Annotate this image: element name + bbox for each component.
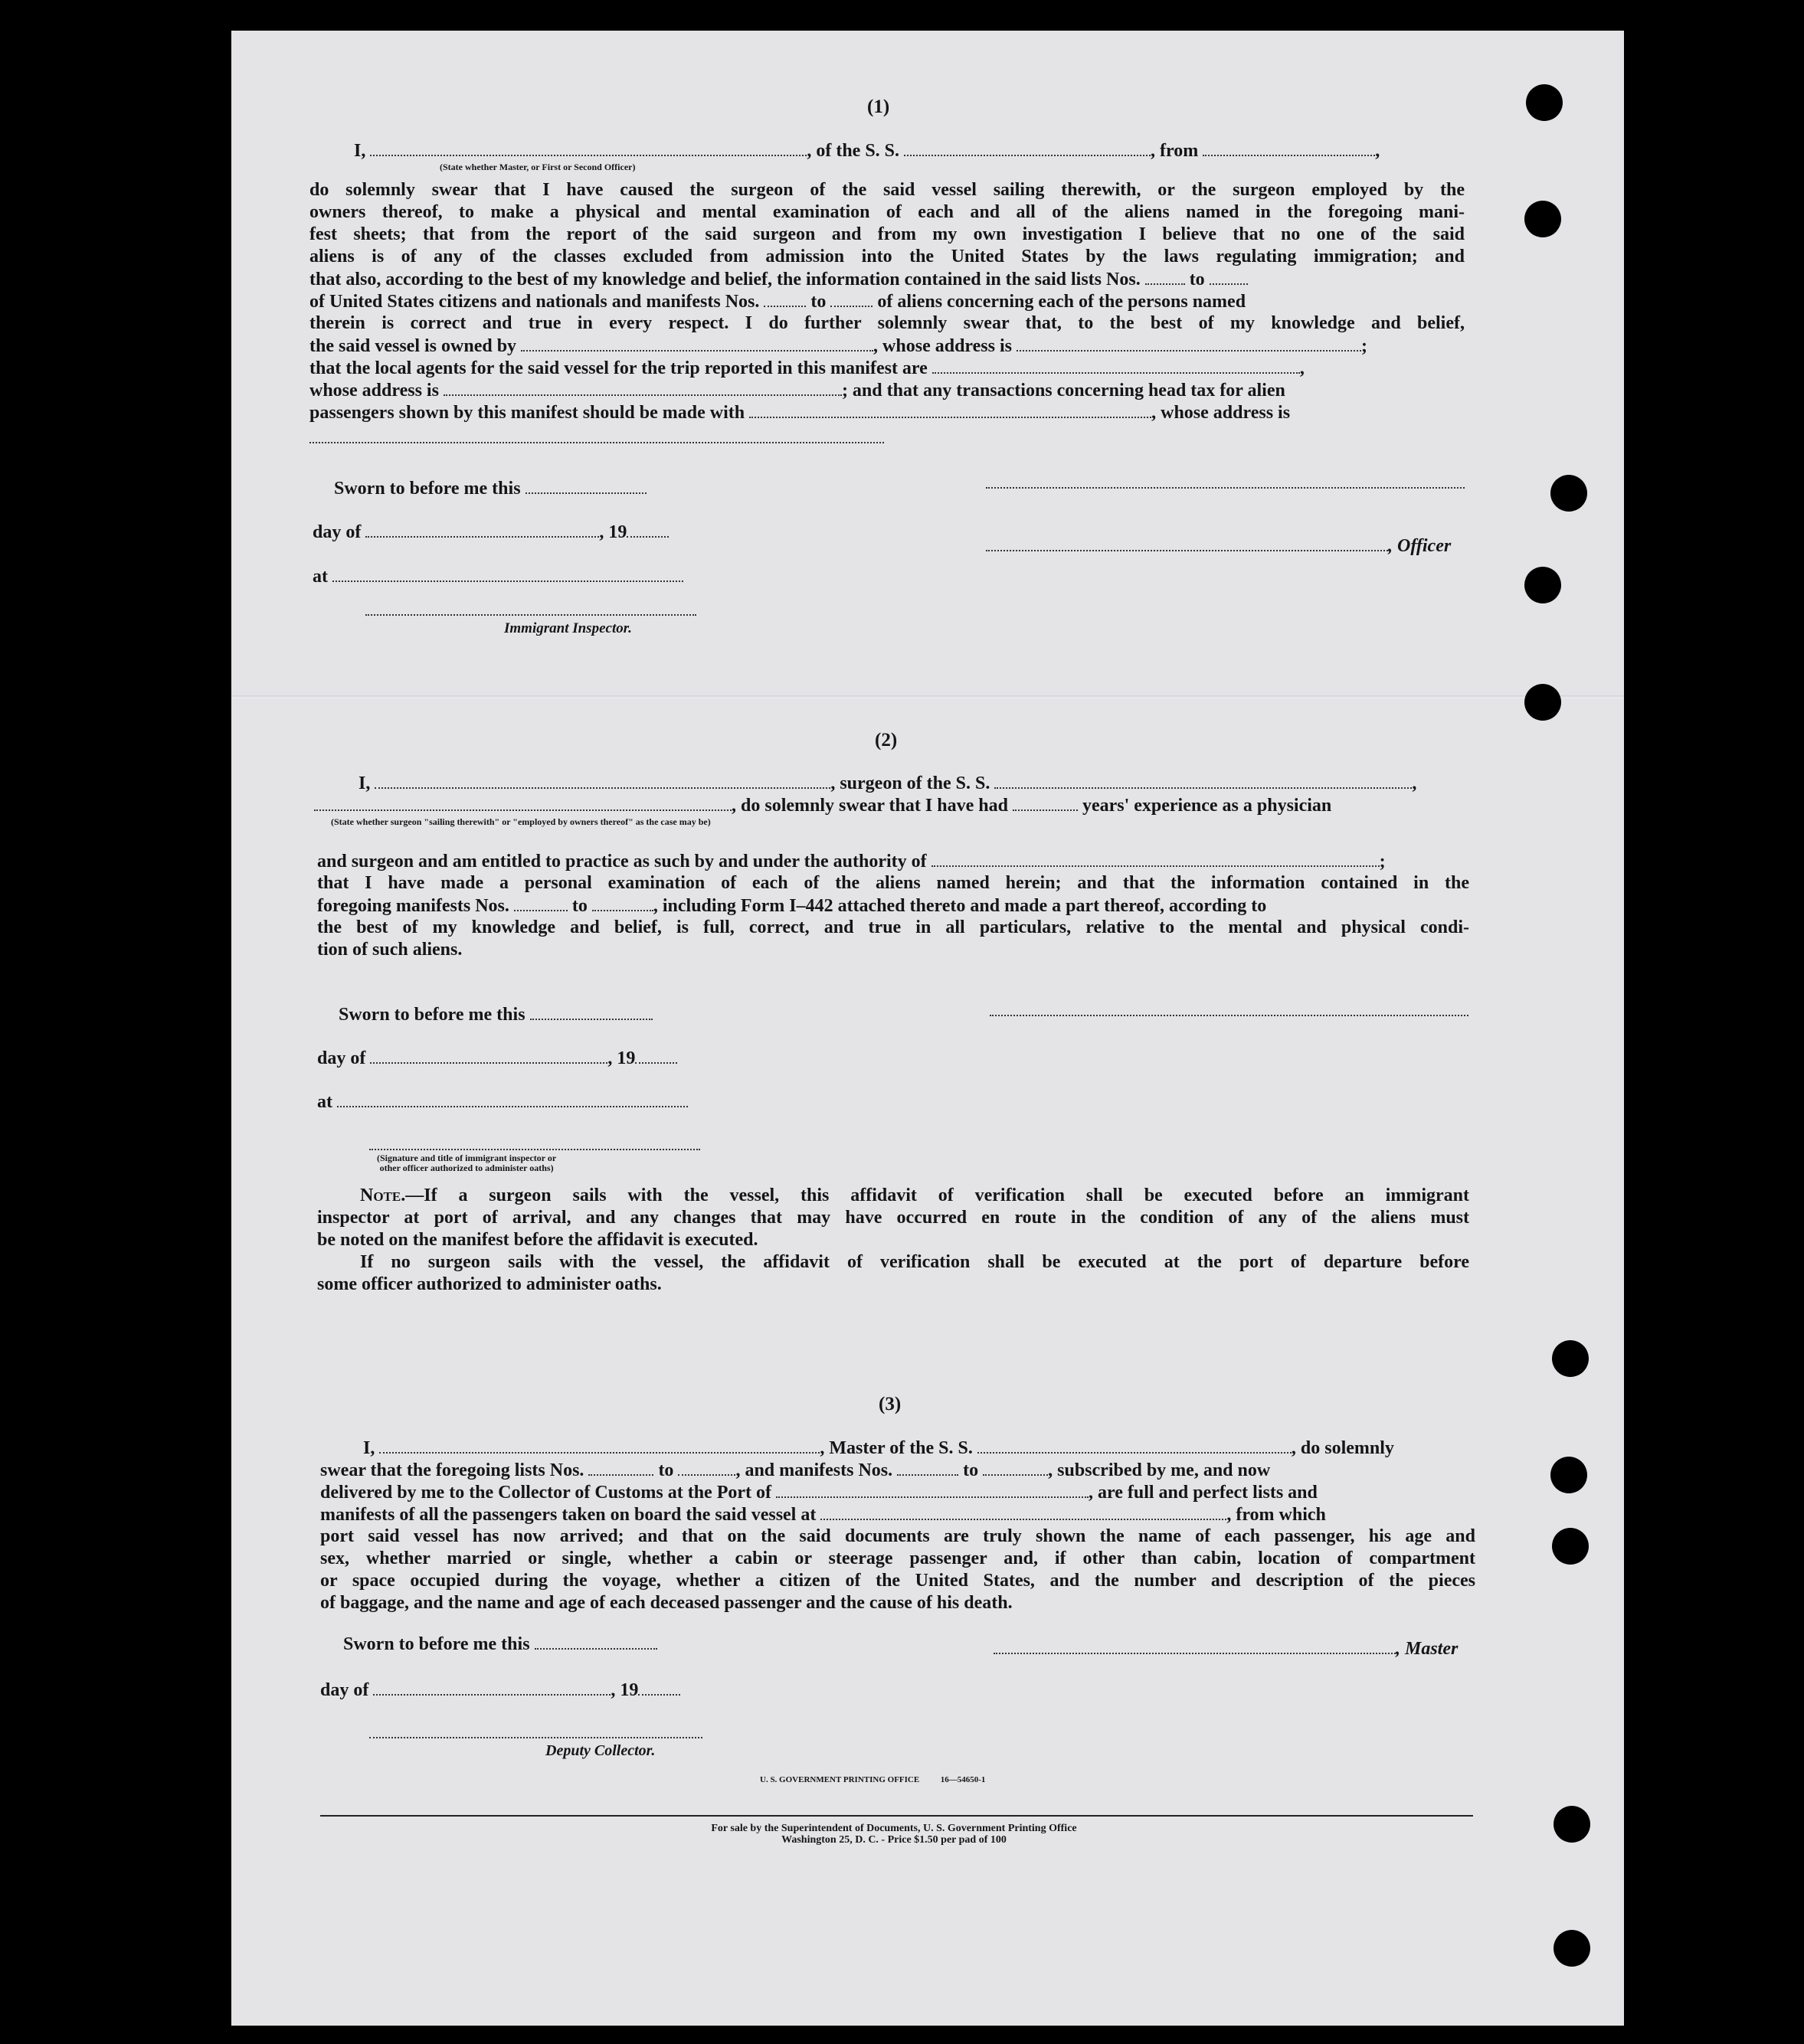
text-foregoing: foregoing manifests Nos. — [317, 896, 509, 916]
blank-surgeon-type[interactable] — [314, 794, 732, 811]
section-1-lists-line — [309, 268, 1248, 291]
text-owned-by: the said vessel is owned by — [309, 336, 517, 356]
blank-port[interactable] — [776, 1481, 1089, 1498]
section-3-day-of — [320, 1679, 680, 1702]
blank-year[interactable] — [635, 1047, 677, 1064]
blank-month[interactable] — [370, 1047, 607, 1064]
section-3-sworn — [343, 1633, 657, 1656]
section-3-line-4 — [320, 1503, 1326, 1526]
body-line: the best of my knowledge and belief, is full, correct, and true in all particulars, relative to the mental and physical condi- — [317, 917, 1469, 937]
blank-list-to[interactable] — [1210, 268, 1248, 285]
text-to: to — [658, 1460, 674, 1480]
page-fold — [231, 695, 1624, 698]
text-to: to — [810, 292, 827, 312]
blank-head-tax[interactable] — [749, 401, 1151, 418]
note-line: inspector at port of arrival, and any changes that may have occurred en route in the condition of any of the aliens must — [317, 1208, 1469, 1228]
blank-manifest-from[interactable] — [764, 290, 806, 307]
text-full: , are full and perfect lists and — [1088, 1483, 1318, 1503]
section-3-number: (3) — [879, 1394, 902, 1414]
punch-hole — [1554, 1930, 1590, 1967]
section-1-officer — [986, 535, 1451, 558]
section-3-line-2 — [320, 1459, 1270, 1482]
punch-hole — [1554, 1806, 1590, 1843]
text-passengers: passengers shown by this manifest should be made with — [309, 403, 745, 423]
section-1-at — [313, 565, 683, 588]
text-sworn: Sworn to before me this — [339, 1005, 525, 1025]
text-subscribed: , subscribed by me, and now — [1048, 1460, 1271, 1480]
text-comma: , — [1412, 773, 1417, 793]
note-line: be noted on the manifest before the affidavit is executed. — [317, 1230, 758, 1250]
text-and-manifests: , and manifests Nos. — [735, 1460, 893, 1480]
text-swear: , do solemnly swear that I have had — [732, 796, 1008, 816]
text-whose-address: whose address is — [309, 381, 439, 401]
section-2-signature-note: (Signature and title of immigrant inspector or other officer authorized to administer oaths) — [377, 1153, 557, 1173]
section-2-line-1 — [359, 772, 1416, 795]
section-2-line-2 — [314, 794, 1331, 817]
punch-hole — [1550, 1457, 1587, 1493]
punch-hole — [1552, 1340, 1589, 1377]
text-form-i442: , including Form I–442 attached thereto and made a part thereof, according to — [653, 896, 1267, 916]
note-first-line — [317, 1185, 1469, 1207]
blank-manifest-to[interactable] — [983, 1459, 1048, 1476]
text-delivered: delivered by me to the Collector of Customs at the Port of — [320, 1483, 771, 1503]
sale-notice-line-2: Washington 25, D. C. - Price $1.50 per pad of 100 — [781, 1834, 1007, 1846]
text-lists: that also, according to the best of my knowledge and belief, the information contained in the said lists Nos. — [309, 270, 1141, 289]
inspector-signature-line[interactable] — [365, 614, 696, 616]
inspector-signature-line[interactable] — [369, 1149, 700, 1150]
blank-agent-address[interactable] — [444, 379, 842, 396]
blank-at-place[interactable] — [332, 565, 683, 582]
text-semicolon: ; — [1360, 336, 1367, 356]
blank-year[interactable] — [638, 1679, 680, 1696]
text-comma: , — [1375, 141, 1380, 161]
text-authority: and surgeon and am entitled to practice as such by and under the authority of — [317, 852, 927, 872]
punch-hole — [1524, 201, 1561, 237]
blank-list-from[interactable] — [588, 1459, 653, 1476]
blank-master-name[interactable] — [379, 1437, 820, 1454]
section-1-address-line — [309, 379, 1285, 402]
text-i: I, — [359, 773, 371, 793]
text-semicolon: ; — [1379, 852, 1386, 872]
section-2-authority — [317, 850, 1386, 873]
text-from: , from — [1151, 141, 1199, 161]
blank-list-to[interactable] — [678, 1459, 735, 1476]
text-of-ss: , of the S. S. — [807, 141, 900, 161]
blank-title[interactable] — [370, 139, 807, 156]
text-transactions: ; and that any transactions concerning head tax for alien — [841, 381, 1285, 401]
blank-boarding-port[interactable] — [820, 1503, 1226, 1520]
section-1-agents-line — [309, 357, 1305, 380]
text-whose-address: , whose address is — [1151, 403, 1291, 423]
text-master-of: , Master of the S. S. — [820, 1438, 973, 1458]
blank-vessel[interactable] — [994, 772, 1412, 789]
text-years: years' experience as a physician — [1082, 796, 1332, 816]
deputy-signature-line[interactable] — [369, 1737, 702, 1738]
text-officer: , Officer — [1388, 536, 1452, 556]
section-2-at — [317, 1091, 688, 1114]
blank-year[interactable] — [627, 521, 669, 538]
surgeon-signature-line[interactable] — [990, 1015, 1468, 1016]
text-local-agents: that the local agents for the said vessel for the trip reported in this manifest are — [309, 358, 928, 378]
footer-rule — [320, 1815, 1473, 1817]
text-solemnly: , do solemnly — [1291, 1438, 1394, 1458]
text-note-label: Note. — [360, 1186, 406, 1205]
note-line: If no surgeon sails with the vessel, the affidavit of verification shall be executed at the port of departure before — [360, 1252, 1469, 1272]
body-line: tion of such aliens. — [317, 940, 463, 960]
blank-manifest-to[interactable] — [592, 894, 653, 911]
text-at: at — [313, 567, 328, 587]
blank-month[interactable] — [373, 1679, 611, 1696]
text-surgeon-of: , surgeon of the S. S. — [830, 773, 990, 793]
section-2-type-note: (State whether surgeon "sailing therewith" or "employed by owners thereof" as the case may be) — [331, 816, 711, 827]
punch-hole — [1550, 475, 1587, 512]
section-2-sworn — [339, 1003, 653, 1026]
blank-officer-name[interactable] — [986, 535, 1388, 551]
blank-sworn-day[interactable] — [535, 1633, 657, 1650]
text-comma: , — [1299, 358, 1305, 378]
sale-notice-line-1: For sale by the Superintendent of Documents, U. S. Government Printing Office — [711, 1823, 1077, 1834]
section-2-day-of — [317, 1047, 677, 1070]
blank-from-port[interactable] — [1203, 139, 1375, 156]
blank-head-tax-address[interactable] — [309, 442, 884, 443]
blank-master-signature[interactable] — [994, 1637, 1396, 1654]
punch-hole — [1524, 684, 1561, 721]
section-1-citizens-line — [309, 290, 1246, 313]
text-to: to — [1189, 270, 1205, 289]
blank-sworn-day[interactable] — [525, 477, 647, 494]
body-line: aliens is of any of the classes excluded from admission into the United States by the laws regulating immigration; and — [309, 247, 1465, 267]
text-citizens: of United States citizens and nationals and manifests Nos. — [309, 292, 760, 312]
text-aliens: of aliens concerning each of the persons named — [877, 292, 1246, 312]
section-1-passengers-line — [309, 401, 1290, 424]
blank-vessel[interactable] — [904, 139, 1151, 156]
text-day-of: day of — [317, 1048, 366, 1068]
text-19: , 19 — [599, 522, 627, 542]
section-3-master — [994, 1637, 1458, 1660]
body-line: that I have made a personal examination of each of the aliens named herein; and that the information contained in the — [317, 873, 1469, 893]
blank-owner-address[interactable] — [1017, 335, 1361, 352]
text-master: , Master — [1396, 1639, 1459, 1659]
body-line: sex, whether married or single, whether a cabin or steerage passenger and, if other than cabin, location of compartment — [320, 1549, 1475, 1568]
section-2-number: (2) — [875, 730, 898, 751]
inspector-label: Immigrant Inspector. — [504, 620, 632, 636]
section-1-line-1 — [354, 139, 1380, 162]
blank-at-place[interactable] — [337, 1091, 688, 1107]
section-2-foregoing — [317, 894, 1266, 917]
section-1-owned-line — [309, 335, 1367, 358]
body-line: therein is correct and true in every respect. I do further solemnly swear that, to the best of my knowledge and belief, — [309, 313, 1465, 333]
body-line: or space occupied during the voyage, whether a citizen of the United States, and the number and description of the pieces — [320, 1571, 1475, 1591]
punch-hole — [1524, 567, 1561, 603]
text-i: I, — [354, 141, 366, 161]
officer-signature-line[interactable] — [986, 487, 1465, 489]
section-1-title-note: (State whether Master, or First or Second Officer) — [440, 162, 636, 172]
text-note: —If a surgeon sails with the vessel, this affidavit of verification shall be executed before an immigrant — [405, 1186, 1469, 1205]
blank-month[interactable] — [365, 521, 599, 538]
document-page — [231, 31, 1624, 2026]
body-line: of baggage, and the name and age of each deceased passenger and the cause of his death. — [320, 1593, 1013, 1613]
blank-list-from[interactable] — [1145, 268, 1185, 285]
text-sworn: Sworn to before me this — [334, 479, 521, 499]
blank-vessel[interactable] — [977, 1437, 1292, 1454]
blank-surgeon-name[interactable] — [375, 772, 830, 789]
punch-hole — [1526, 84, 1563, 121]
text-19: , 19 — [611, 1680, 639, 1700]
blank-sworn-day[interactable] — [530, 1003, 653, 1020]
deputy-label: Deputy Collector. — [545, 1742, 656, 1759]
gpo-imprint: U. S. GOVERNMENT PRINTING OFFICE 16—54650-1 — [760, 1775, 986, 1784]
blank-manifest-from[interactable] — [897, 1459, 958, 1476]
text-sworn: Sworn to before me this — [343, 1634, 530, 1654]
punch-hole — [1552, 1528, 1589, 1565]
text-manifests: manifests of all the passengers taken on board the said vessel at — [320, 1505, 817, 1525]
body-line: do solemnly swear that I have caused the surgeon of the said vessel sailing therewith, or the surgeon employed by the — [309, 180, 1465, 200]
blank-manifest-to[interactable] — [830, 290, 873, 307]
section-3-line-3 — [320, 1481, 1318, 1504]
text-day-of: day of — [320, 1680, 369, 1700]
text-day-of: day of — [313, 522, 362, 542]
body-line: owners thereof, to make a physical and mental examination of each and all of the aliens named in the foregoing mani- — [309, 202, 1465, 222]
blank-manifest-from[interactable] — [514, 894, 568, 911]
text-from-which: , from which — [1226, 1505, 1326, 1525]
body-line: port said vessel has now arrived; and that on the said documents are truly shown the name of each passenger, his age and — [320, 1526, 1475, 1546]
text-i: I, — [363, 1438, 375, 1458]
text-to: to — [571, 896, 588, 916]
text-whose-address: , whose address is — [873, 336, 1012, 356]
section-3-line-1 — [363, 1437, 1394, 1460]
section-1-sworn — [334, 477, 647, 500]
section-1-day-of — [313, 521, 669, 544]
blank-authority[interactable] — [931, 850, 1380, 867]
blank-years[interactable] — [1013, 794, 1078, 811]
text-swear: swear that the foregoing lists Nos. — [320, 1460, 584, 1480]
text-to: to — [963, 1460, 979, 1480]
note-line: some officer authorized to administer oaths. — [317, 1274, 662, 1294]
section-1-number: (1) — [867, 96, 890, 117]
text-19: , 19 — [607, 1048, 636, 1068]
blank-agents[interactable] — [932, 357, 1300, 374]
body-line: fest sheets; that from the report of the said surgeon and from my own investigation I believe that no one of the said — [309, 224, 1465, 244]
text-at: at — [317, 1092, 332, 1112]
blank-owner[interactable] — [521, 335, 873, 352]
